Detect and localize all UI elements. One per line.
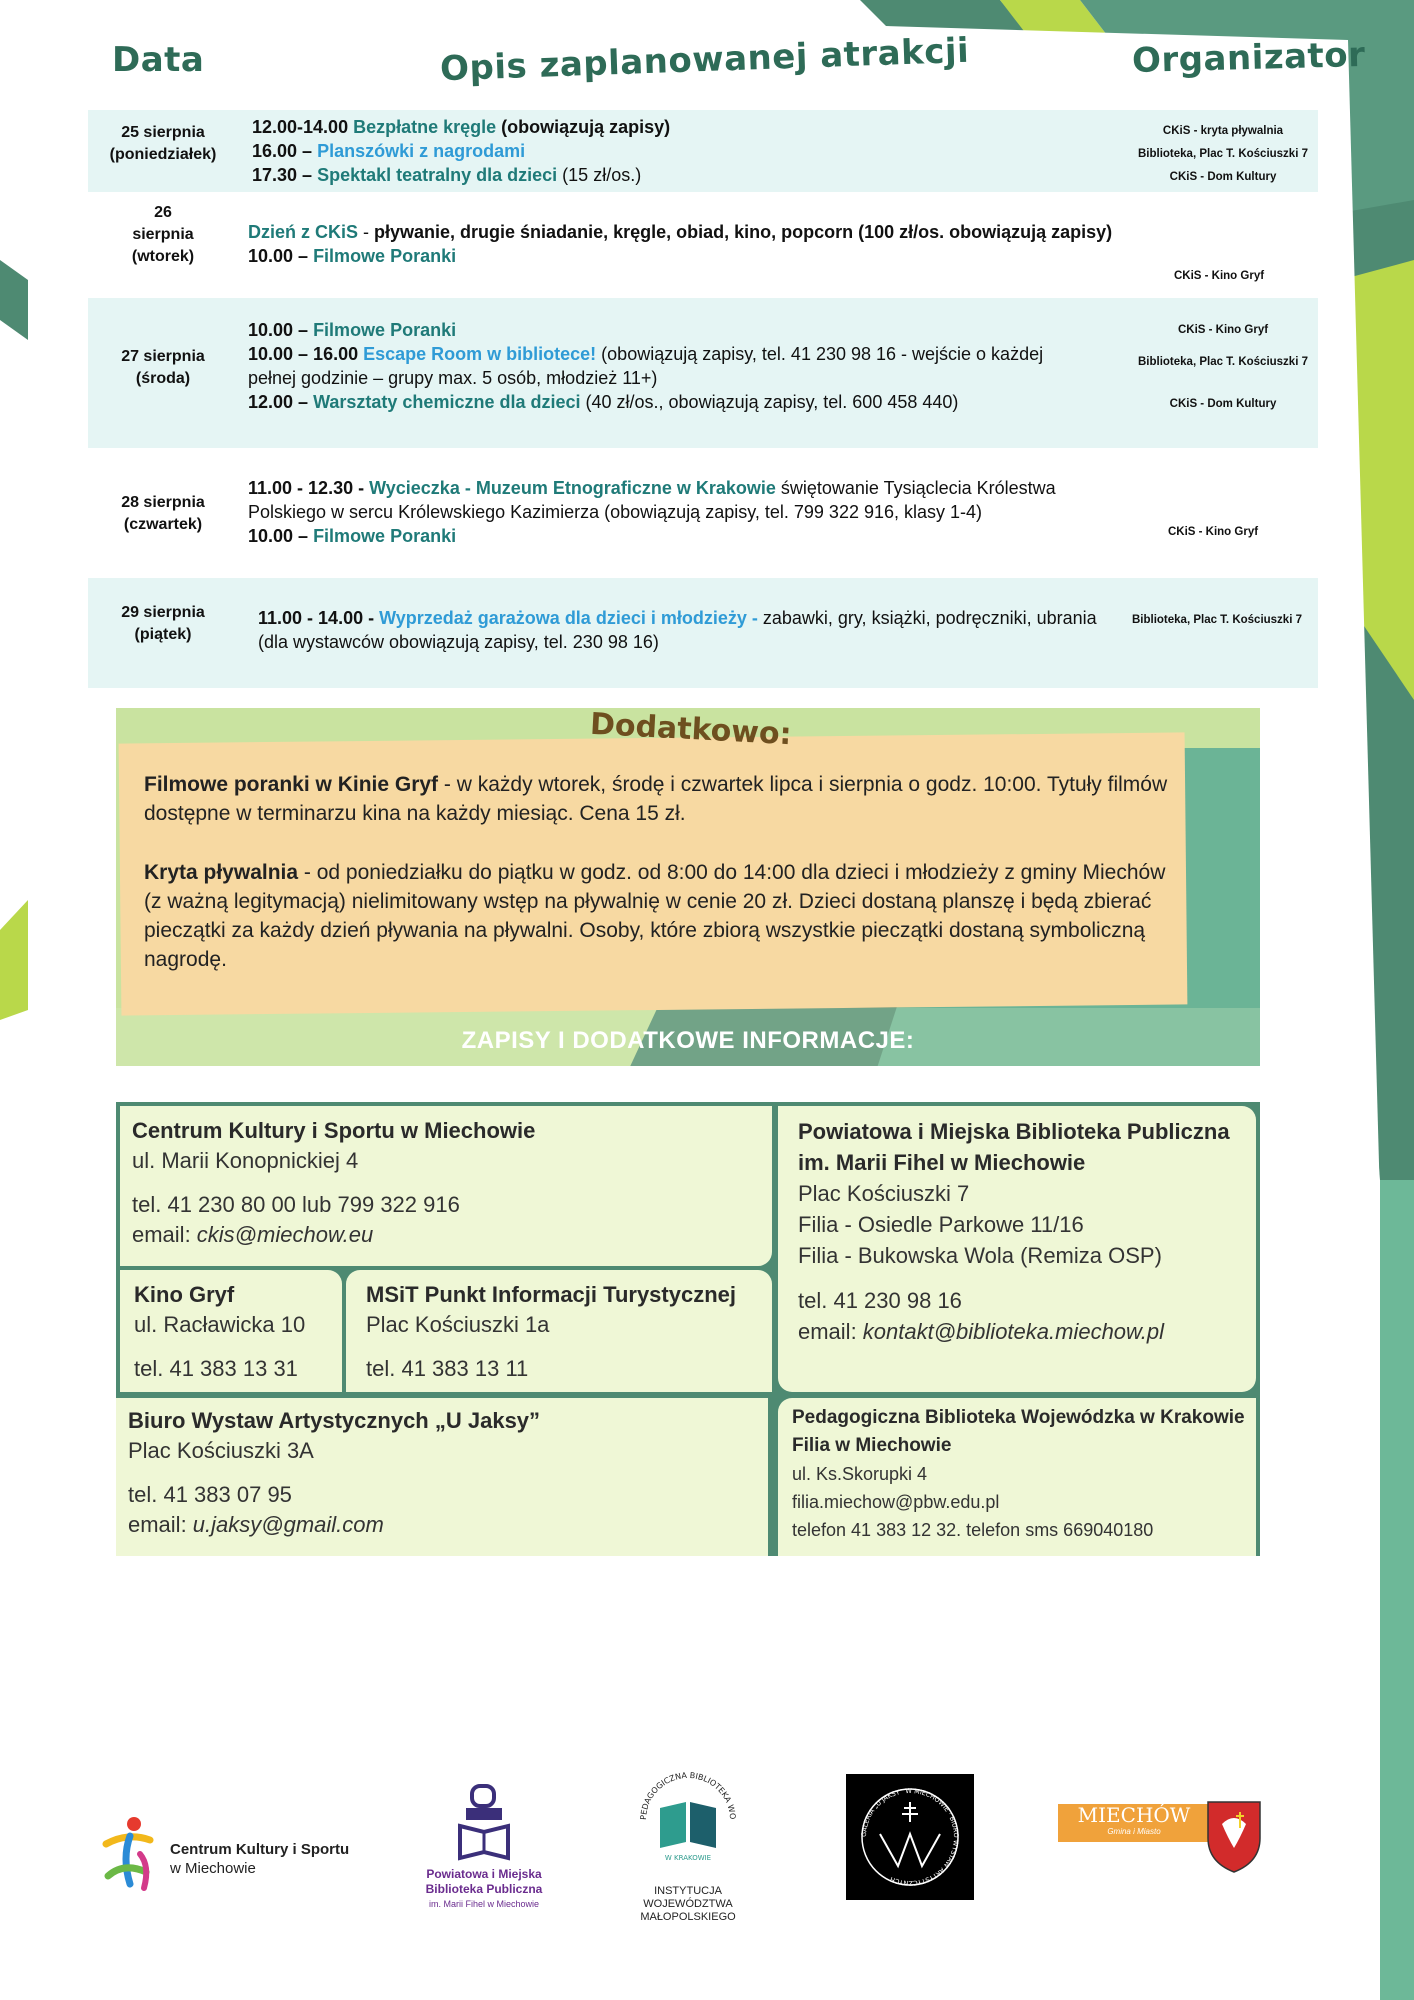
description-segment: Bezpłatne kręgle xyxy=(353,117,497,137)
pbw-email-link[interactable]: filia.miechow@pbw.edu.pl xyxy=(792,1492,1000,1512)
description-line xyxy=(248,524,1056,548)
description-segment: Dzień z CKiS xyxy=(248,222,359,242)
description-segment: Wyprzedaż garażowa dla dzieci i młodzieży - xyxy=(379,608,758,628)
description-line xyxy=(248,390,1043,414)
description-line xyxy=(248,244,1112,268)
description-segment: 11.00 - 12.30 - xyxy=(248,478,370,498)
description-segment: Escape Room w bibliotece! xyxy=(363,344,597,364)
svg-text:PEDAGOGICZNA BIBLIOTEKA WOJEWÓ: PEDAGOGICZNA BIBLIOTEKA WO xyxy=(638,1770,738,1821)
organizer-label: CKiS - Kino Gryf xyxy=(1173,270,1265,282)
logo-miechow xyxy=(1058,1798,1264,1874)
pbw-seal-icon xyxy=(628,1760,748,1880)
description-segment: pełnej godzinie – grupy max. 5 osób, młodzież 11+) xyxy=(248,368,658,388)
row-date: 29 sierpnia (piątek) xyxy=(121,604,205,643)
row-description xyxy=(258,606,1097,654)
contact-biblioteka: Powiatowa i Miejska Biblioteka Publiczna im. Marii Fihel w Miechowie Plac Kościuszki 7 Filia - Osiedle Parkowe 11/16 Filia - Bukowska Wola (Remiza OSP) tel. 41 230 98 16 email: kontakt@biblioteka.miechow.pl xyxy=(778,1106,1256,1392)
description-segment: (obowiązują zapisy, tel. 41 230 98 16 - wejście o każdej xyxy=(596,344,1044,364)
extra-title: Dodatkowo: xyxy=(589,706,793,753)
description-line xyxy=(248,476,1056,500)
description-line xyxy=(252,139,670,163)
description-line xyxy=(248,500,1056,524)
description-line xyxy=(248,342,1043,366)
description-segment: 12.00 – xyxy=(248,392,314,412)
description-segment: Warsztaty chemiczne dla dzieci xyxy=(313,392,581,412)
description-segment: 10.00 – xyxy=(248,526,314,546)
description-segment: (15 zł/os.) xyxy=(557,165,642,185)
library-book-icon xyxy=(454,1782,514,1862)
schedule-row xyxy=(88,578,1318,688)
coat-of-arms-icon xyxy=(1204,1798,1264,1874)
organizer-label: Biblioteka, Plac T. Kościuszki 7 xyxy=(1131,614,1302,626)
logo-ckis: Centrum Kultury i Sportu w Miechowie xyxy=(100,1814,370,1894)
description-line xyxy=(248,318,1043,342)
description-line xyxy=(258,630,1097,654)
column-header-description: Opis zaplanowanej atrakcji xyxy=(439,30,970,90)
description-line xyxy=(248,220,1112,244)
logo-pimbp: Powiatowa i Miejska Biblioteka Publiczna im. Marii Fihel w Miechowie xyxy=(404,1782,564,1922)
contacts-panel xyxy=(116,1102,1260,1556)
description-segment: (dla wystawców obowiązują zapisy, tel. 230 98 16) xyxy=(258,632,659,652)
description-segment: Spektakl teatralny dla dzieci xyxy=(317,165,558,185)
description-segment: 11.00 - 14.00 - xyxy=(258,608,380,628)
row-date: 26 sierpnia (wtorek) xyxy=(131,204,195,265)
description-segment: 16.00 – xyxy=(252,141,318,161)
extra-pool-paragraph: Kryta pływalnia - od poniedziałku do piątku w godz. od 8:00 do 14:00 dla dzieci i młodzieży z gminy Miechów (z ważną legitymacją) nielimitowany wstęp na pływalnię w cenie 20 zł. Dzieci dostaną planszę i będą zbierać pieczątki za każdy dzień pływania na pływalni. Osoby, które zbiorą wszystkie pieczątki dostaną symboliczną nagrodę. xyxy=(144,861,1166,971)
description-segment: Filmowe Poranki xyxy=(313,246,457,266)
schedule-row xyxy=(88,454,1318,574)
row-organizers xyxy=(1122,610,1312,630)
description-line xyxy=(252,163,670,187)
organizer-label: CKiS - Kino Gryf xyxy=(1167,526,1259,538)
schedule-row xyxy=(88,298,1318,448)
logo-pbw: PEDAGOGICZNA BIBLIOTEKA WO W KRAKOWIE INSTYTUCJA WOJEWÓDZTWA MAŁOPOLSKIEGO xyxy=(618,1760,758,1920)
row-organizers xyxy=(1124,266,1314,286)
row-date: 28 sierpnia (czwartek) xyxy=(121,494,205,533)
row-description xyxy=(248,476,1056,548)
description-segment: pływanie, drugie śniadanie, kręgle, obiad, kino, popcorn (100 zł/os. obowiązują zapisy) xyxy=(374,222,1113,242)
contact-pbw: Pedagogiczna Biblioteka Wojewódzka w Krakowie Filia w Miechowie ul. Ks.Skorupki 4 filia.miechow@pbw.edu.pl telefon 41 383 12 32. telefon sms 669040180 xyxy=(778,1398,1256,1556)
description-segment: 10.00 – xyxy=(248,320,314,340)
row-description xyxy=(252,115,670,187)
ckis-figure-icon xyxy=(100,1814,156,1894)
miechow-banner: MIECHÓW Gmina i Miasto xyxy=(1058,1804,1210,1842)
description-segment: Planszówki z nagrodami xyxy=(317,141,526,161)
description-segment: 12.00-14.00 xyxy=(252,117,354,137)
description-line xyxy=(258,606,1097,630)
description-segment: - xyxy=(358,222,375,242)
svg-text:GALERIA „U JAKSY” W MIECHOWIE: GALERIA „U JAKSY” W MIECHOWIE · BIURO WYSTAW ARTYSTYCZNYCH xyxy=(859,1786,961,1888)
organizer-label: CKiS - kryta pływalnia xyxy=(1162,125,1284,137)
extra-cinema-paragraph: Filmowe poranki w Kinie Gryf - w każdy wtorek, środę i czwartek lipca i sierpnia o godz. 10:00. Tytuły filmów dostępne w terminarzu kina na każdy miesiąc. Cena 15 zł. xyxy=(144,773,1168,825)
row-date: 25 sierpnia (poniedziałek) xyxy=(109,124,217,163)
description-segment: (obowiązują zapisy) xyxy=(496,117,671,137)
description-segment: świętowanie Tysiąclecia Królestwa xyxy=(775,478,1056,498)
ckis-email-link[interactable]: ckis@miechow.eu xyxy=(196,1222,374,1247)
description-segment: 10.00 – xyxy=(248,246,314,266)
contact-kino: Kino Gryf ul. Racławicka 10 tel. 41 383 13 31 xyxy=(120,1270,342,1392)
description-segment: Filmowe Poranki xyxy=(313,320,457,340)
row-date: 27 sierpnia (środa) xyxy=(121,348,205,387)
contact-msit: MSiT Punkt Informacji Turystycznej Plac Kościuszki 1a tel. 41 383 13 11 xyxy=(346,1270,772,1392)
signup-heading: ZAPISY I DODATKOWE INFORMACJE: xyxy=(461,1027,915,1054)
schedule-row xyxy=(88,110,1318,192)
schedule-row xyxy=(88,196,1318,296)
column-header-date: Data xyxy=(112,40,205,80)
organizer-label: Biblioteka, Plac T. Kościuszki 7 xyxy=(1137,148,1308,160)
biblioteka-email-link[interactable]: kontakt@biblioteka.miechow.pl xyxy=(862,1319,1164,1344)
logo-ujaksy xyxy=(846,1774,974,1900)
row-organizers xyxy=(1128,120,1318,189)
row-organizers xyxy=(1118,522,1308,542)
column-header-organizer: Organizator xyxy=(1131,34,1366,82)
row-description xyxy=(248,318,1043,414)
ujaksy-email-link[interactable]: u.jaksy@gmail.com xyxy=(192,1512,384,1537)
description-segment: Filmowe Poranki xyxy=(313,526,457,546)
description-line xyxy=(248,366,1043,390)
description-segment: zabawki, gry, książki, podręczniki, ubrania xyxy=(757,608,1097,628)
description-segment: Wycieczka - Muzeum Etnograficzne w Krakowie xyxy=(369,478,776,498)
description-segment: (40 zł/os., obowiązują zapisy, tel. 600 458 440) xyxy=(580,392,959,412)
contact-ckis: Centrum Kultury i Sportu w Miechowie ul. Marii Konopnickiej 4 tel. 41 230 80 00 lub 799 322 916 email: ckis@miechow.eu xyxy=(120,1106,772,1266)
svg-text:W KRAKOWIE: W KRAKOWIE xyxy=(664,1854,712,1862)
description-line xyxy=(252,115,670,139)
description-segment: 17.30 – xyxy=(252,165,318,185)
organizer-label: CKiS - Dom Kultury xyxy=(1169,171,1277,183)
row-description xyxy=(248,220,1112,268)
ujaksy-seal-icon xyxy=(846,1774,974,1900)
row-organizers: CKiS - Kino Gryf Biblioteka, Plac T. Kościuszki 7 CKiS - Dom Kultury xyxy=(1137,324,1308,410)
description-segment: Polskiego w sercu Królewskiego Kazimierza (obowiązują zapisy, tel. 799 322 916, klasy 1-4) xyxy=(248,502,983,522)
description-segment: 10.00 – 16.00 xyxy=(248,344,364,364)
contact-ujaksy: Biuro Wystaw Artystycznych „U Jaksy” Plac Kościuszki 3A tel. 41 383 07 95 email: u.jaksy@gmail.com xyxy=(116,1398,768,1556)
